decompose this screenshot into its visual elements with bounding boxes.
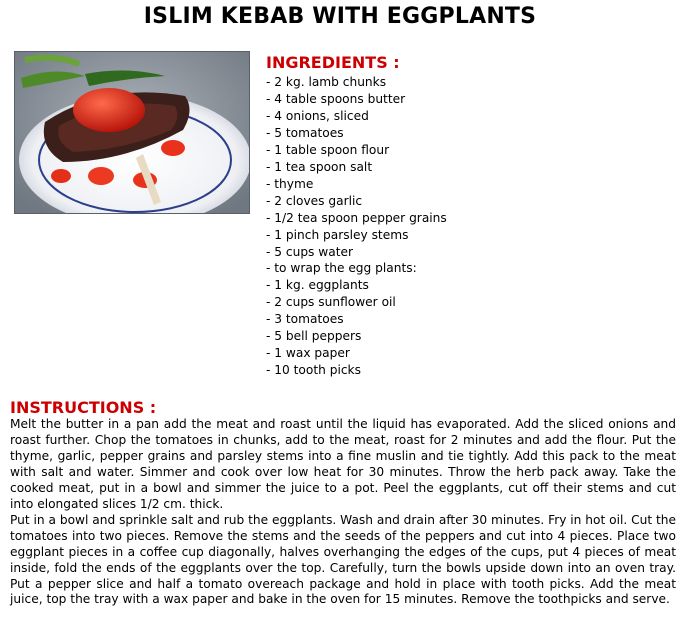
ingredient-item: - 4 table spoons butter [266, 91, 406, 106]
ingredient-item: - 10 tooth picks [266, 363, 361, 378]
instructions-heading: INSTRUCTIONS : [10, 398, 157, 417]
ingredient-item: - thyme [266, 176, 314, 191]
ingredients-heading: INGREDIENTS : [266, 53, 400, 72]
ingredient-item: - 2 cloves garlic [266, 193, 363, 208]
ingredient-item: - 1 kg. eggplants [266, 278, 369, 293]
dish-illustration [15, 52, 250, 214]
ingredient-item: - 4 onions, sliced [266, 108, 369, 123]
ingredient-item: - 2 cups sunflower oil [266, 295, 396, 310]
ingredient-item: - 1 wax paper [266, 346, 350, 361]
ingredient-item: - 1 pinch parsley stems [266, 227, 409, 242]
ingredient-item: - 3 tomatoes [266, 312, 344, 327]
instructions-body [10, 417, 676, 608]
ingredient-item: - 1 table spoon flour [266, 142, 390, 157]
instructions-paragraph: Melt the butter in a pan add the meat and roast until the liquid has evaporated. Add the sliced onions and roast further. Chop the tomatoes in chunks, add to the meat, roast for 2 minutes and add the flour. Put the thyme, garlic, pepper grains and parsley stems into a fine muslin and tie tightly. Add this pack to the meat with salt and water. Simmer and cook over low heat for 30 minutes. Throw the herb pack away. Take the cooked meat, put in a bowl and simmer the juice to a pot. Peel the eggplants, cut off their stems and cut into elongated slices 1/2 cm. thick. [10, 417, 676, 511]
ingredient-item: - 5 tomatoes [266, 125, 344, 140]
recipe-title: ISLIM KEBAB WITH EGGPLANTS [143, 4, 537, 29]
ingredient-item: - 2 kg. lamb chunks [266, 75, 387, 89]
ingredient-item: - to wrap the egg plants: [266, 261, 417, 276]
dish-photo [14, 51, 250, 214]
ingredient-item: - 1 tea spoon salt [266, 159, 373, 174]
instructions-paragraph: Put in a bowl and sprinkle salt and rub the eggplants. Wash and drain after 30 minutes. Fry in hot oil. Cut the tomatoes into two pieces. Remove the stems and the seeds of the peppers and cut into 4 pieces. Place two eggplant pieces in a coffee cup diagonally, halves overhanging the edges of the cups, put 4 pieces of meat inside, fold the ends of the eggplants over the top. Carefully, turn the bowls upside down into an oven tray. Put a pepper slice and half a tomato overeach package and hold in place with tooth picks. Add the meat juice, top the tray with a wax paper and bake in the oven for 15 minutes. Remove the toothpicks and serve. [10, 512, 676, 607]
ingredient-item: - 5 bell peppers [266, 329, 362, 344]
ingredient-item: - 5 cups water [266, 244, 354, 259]
ingredients-list [266, 74, 447, 379]
ingredient-item: - 1/2 tea spoon pepper grains [266, 210, 447, 225]
